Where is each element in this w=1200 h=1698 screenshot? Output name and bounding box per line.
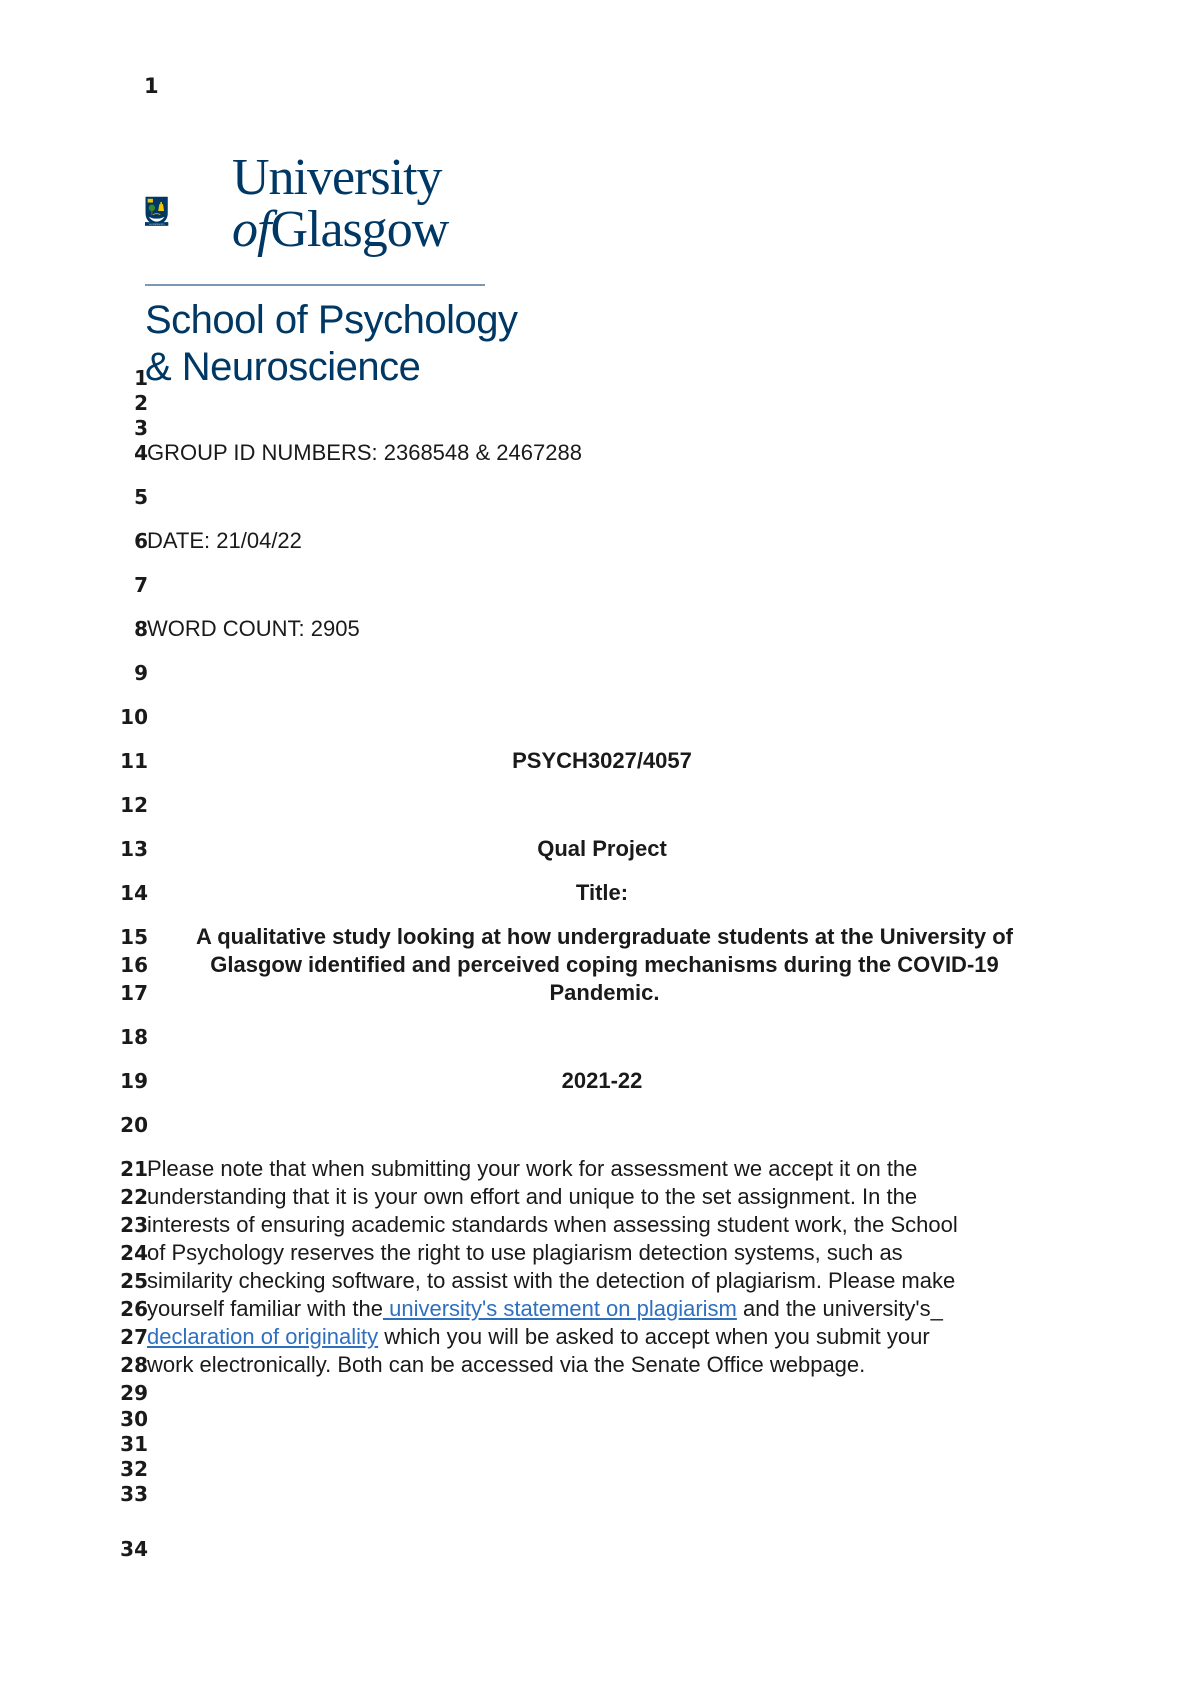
note-line: similarity checking software, to assist with the detection of plagiarism. Please make — [147, 1268, 956, 1293]
motto-text: VIA VERITAS VITA — [148, 223, 165, 226]
line-number: 17 — [120, 981, 148, 1005]
line-number: 7 — [134, 573, 148, 597]
academic-year: 2021-22 — [561, 1068, 643, 1093]
report-title — [147, 923, 1062, 1007]
line-number: 27 — [120, 1325, 148, 1349]
line-number: 28 — [120, 1353, 148, 1377]
university-of: of — [232, 201, 271, 258]
line-number: 20 — [120, 1113, 148, 1137]
line-number: 22 — [120, 1185, 148, 1209]
title-label: Title: — [575, 880, 629, 905]
page-number: 1 — [144, 74, 159, 98]
line-number: 32 — [120, 1457, 148, 1481]
note-line: Please note that when submitting your work for assessment we accept it on the — [147, 1156, 918, 1181]
university-crest-icon — [145, 155, 235, 267]
school-line1: School of Psychology — [145, 298, 518, 342]
line-number: 1 — [134, 366, 148, 390]
line-number: 33 — [120, 1482, 148, 1506]
note-text: and the university's_ — [736, 1296, 943, 1321]
university-line1: University — [232, 149, 442, 206]
line-number: 26 — [120, 1297, 148, 1321]
note-line-with-link — [147, 1323, 1077, 1351]
line-number: 31 — [120, 1432, 148, 1456]
line-number: 21 — [120, 1157, 148, 1181]
school-name — [145, 297, 517, 391]
line-number: 6 — [134, 529, 148, 553]
plagiarism-note — [147, 1155, 1077, 1379]
group-id-numbers: GROUP ID NUMBERS: 2368548 & 2467288 — [147, 440, 582, 465]
project-name: Qual Project — [537, 836, 667, 861]
school-line2: & Neuroscience — [145, 345, 421, 389]
line-number: 30 — [120, 1407, 148, 1431]
line-number: 29 — [120, 1381, 148, 1405]
word-count: WORD COUNT: 2905 — [147, 616, 360, 641]
university-line2 — [232, 201, 449, 258]
line-number: 18 — [120, 1025, 148, 1049]
declaration-of-originality-link[interactable]: declaration of originality — [147, 1324, 379, 1349]
line-number: 10 — [120, 705, 148, 729]
line-number: 23 — [120, 1213, 148, 1237]
line-number: 25 — [120, 1269, 148, 1293]
line-number: 15 — [120, 925, 148, 949]
plagiarism-statement-link[interactable]: university's statement on plagiarism — [382, 1296, 737, 1321]
submission-date: DATE: 21/04/22 — [147, 528, 302, 553]
line-number: 4 — [134, 441, 148, 465]
university-glasgow: Glasgow — [270, 201, 449, 258]
title-line1: A qualitative study looking at how undergraduate students at the University of — [196, 924, 1013, 949]
course-code: PSYCH3027/4057 — [512, 748, 692, 773]
note-text: yourself familiar with the — [147, 1296, 383, 1321]
line-number: 2 — [134, 391, 148, 415]
logo-divider — [145, 284, 485, 286]
line-number: 8 — [134, 617, 148, 641]
line-number: 11 — [120, 749, 148, 773]
line-number: 3 — [134, 416, 148, 440]
line-number: 14 — [120, 881, 148, 905]
line-number: 13 — [120, 837, 148, 861]
line-number: 12 — [120, 793, 148, 817]
university-wordmark — [232, 149, 449, 258]
title-line2: Glasgow identified and perceived coping mechanisms during the COVID-19 — [210, 952, 999, 977]
line-number: 5 — [134, 485, 148, 509]
line-number: 19 — [120, 1069, 148, 1093]
line-number: 34 — [120, 1537, 148, 1561]
note-text: which you will be asked to accept when you submit your — [378, 1324, 930, 1349]
note-line-with-link — [147, 1295, 1077, 1323]
note-line: work electronically. Both can be accessed via the Senate Office webpage. — [147, 1352, 866, 1377]
line-number: 24 — [120, 1241, 148, 1265]
title-line3: Pandemic. — [549, 980, 660, 1005]
line-number: 16 — [120, 953, 148, 977]
line-number: 9 — [134, 661, 148, 685]
note-line: of Psychology reserves the right to use plagiarism detection systems, such as — [147, 1240, 903, 1265]
note-line: understanding that it is your own effort and unique to the set assignment. In the — [147, 1184, 918, 1209]
note-line: interests of ensuring academic standards when assessing student work, the School — [147, 1212, 958, 1237]
